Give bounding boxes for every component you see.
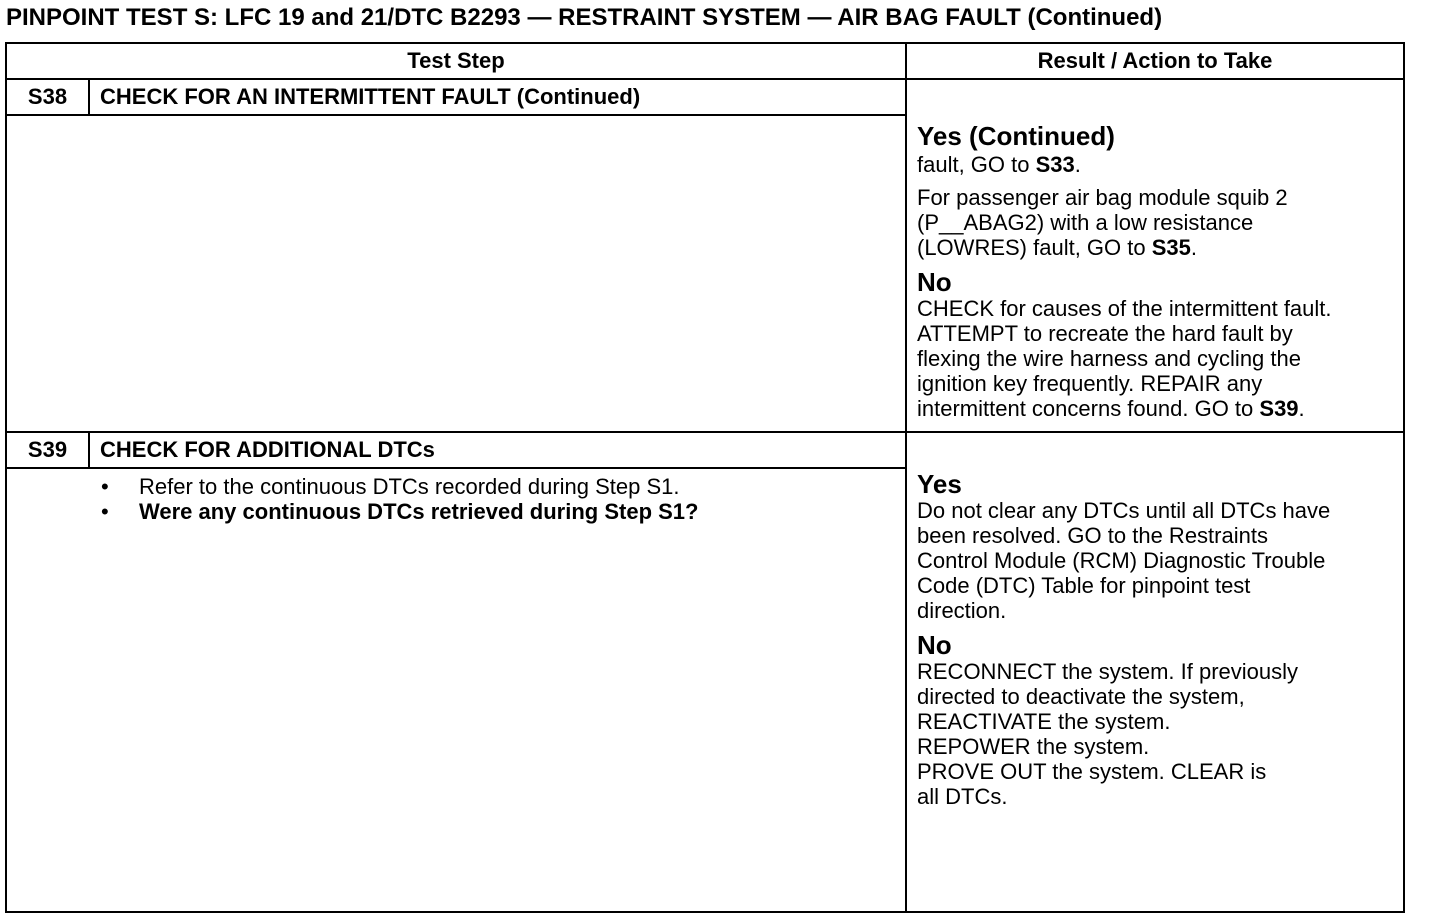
- result-cell: [917, 470, 1401, 809]
- step-number: S39: [27, 437, 68, 462]
- header-result: Result / Action to Take: [1037, 48, 1273, 73]
- step-number: S38: [27, 84, 68, 109]
- result-text: (P__ABAG2) with a low resistance: [917, 210, 1254, 235]
- bullet-glyph: •: [101, 499, 109, 524]
- no-label: No: [917, 267, 952, 297]
- result-text: directed to deactivate the system,: [917, 684, 1245, 709]
- pinpoint-test-table: [5, 42, 1405, 913]
- result-text: Do not clear any DTCs until all DTCs have: [917, 498, 1331, 523]
- step-title: CHECK FOR AN INTERMITTENT FAULT (Continued): [100, 84, 641, 109]
- result-text: CHECK for causes of the intermittent fault.: [917, 296, 1332, 321]
- result-text: flexing the wire harness and cycling the: [917, 346, 1301, 371]
- list-item: [101, 499, 901, 524]
- result-text: direction.: [917, 598, 1007, 623]
- result-text: ignition key frequently. REPAIR any: [917, 371, 1263, 396]
- result-text: fault, GO to S33.: [917, 152, 1081, 177]
- bullet-text: Refer to the continuous DTCs recorded during Step S1.: [139, 474, 680, 499]
- page-title: PINPOINT TEST S: LFC 19 and 21/DTC B2293 — RESTRAINT SYSTEM — AIR BAG FAULT (Continued): [6, 4, 1163, 31]
- yes-label: Yes: [917, 469, 962, 499]
- result-cell: [917, 122, 1401, 421]
- result-text: intermittent concerns found. GO to S39.: [917, 396, 1305, 421]
- list-item: [101, 474, 901, 499]
- bullet-glyph: •: [101, 474, 109, 499]
- result-text: PROVE OUT the system. CLEAR is: [917, 759, 1267, 784]
- column-divider: [905, 44, 907, 911]
- step-title: CHECK FOR ADDITIONAL DTCs: [100, 437, 435, 462]
- no-label: No: [917, 630, 952, 660]
- result-text: Code (DTC) Table for pinpoint test: [917, 573, 1251, 598]
- bullet-text-question: Were any continuous DTCs retrieved during Step S1?: [139, 499, 699, 524]
- result-text: ATTEMPT to recreate the hard fault by: [917, 321, 1293, 346]
- yes-label: Yes (Continued): [917, 121, 1115, 151]
- result-text: (LOWRES) fault, GO to S35.: [917, 235, 1197, 260]
- result-text: all DTCs.: [917, 784, 1008, 809]
- result-text: For passenger air bag module squib 2: [917, 185, 1288, 210]
- step-title-rule: [7, 114, 905, 116]
- result-text: Control Module (RCM) Diagnostic Trouble: [917, 548, 1326, 573]
- step-title-rule: [7, 467, 905, 469]
- result-text: been resolved. GO to the Restraints: [917, 523, 1268, 548]
- result-text: REPOWER the system.: [917, 734, 1150, 759]
- step-bullet-list: [101, 474, 901, 534]
- header-test-step: Test Step: [407, 48, 505, 73]
- result-text: REACTIVATE the system.: [917, 709, 1171, 734]
- result-text: RECONNECT the system. If previously: [917, 659, 1299, 684]
